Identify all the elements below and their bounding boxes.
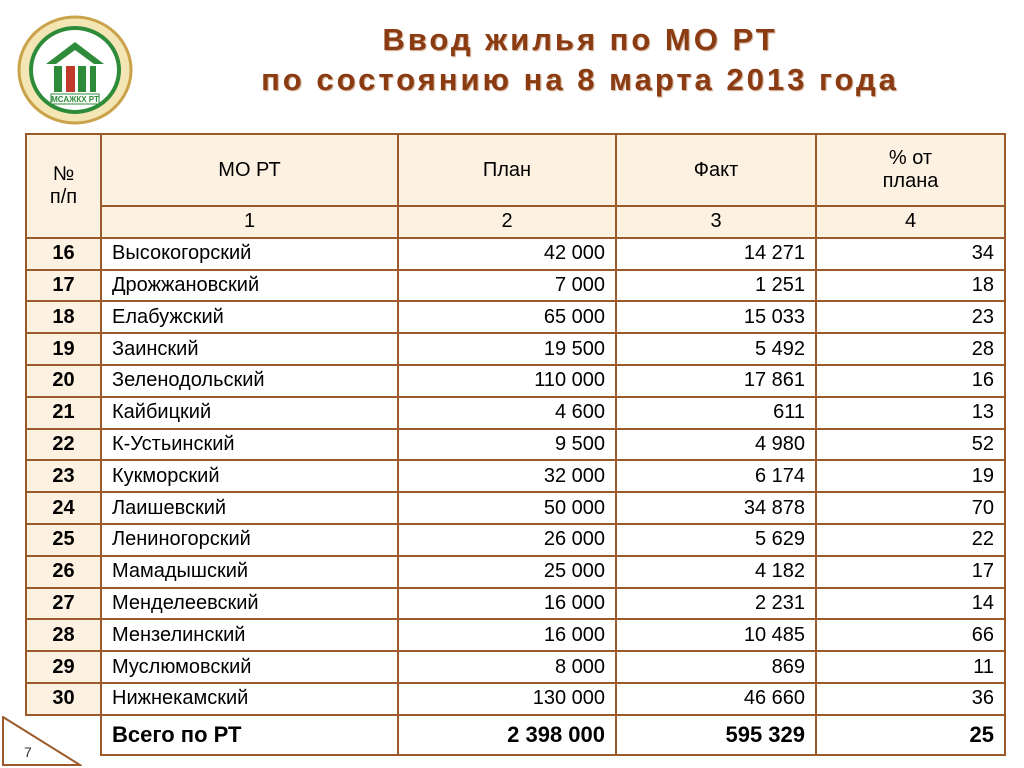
row-fact: 1 251 (616, 270, 816, 302)
row-name: Лаишевский (101, 492, 398, 524)
row-pct: 14 (816, 588, 1005, 620)
col-number: 2 (398, 206, 616, 238)
row-fact: 17 861 (616, 365, 816, 397)
row-pct: 70 (816, 492, 1005, 524)
table-row (26, 238, 1005, 270)
table-row (26, 556, 1005, 588)
col-header-pct: % от плана (816, 134, 1005, 206)
col-header-plan: План (398, 134, 616, 206)
row-plan: 25 000 (398, 556, 616, 588)
row-fact: 10 485 (616, 619, 816, 651)
row-fact: 5 492 (616, 333, 816, 365)
row-fact: 14 271 (616, 238, 816, 270)
row-fact: 6 174 (616, 460, 816, 492)
page-title (150, 20, 1010, 100)
row-plan: 8 000 (398, 651, 616, 683)
table-row (26, 683, 1005, 715)
table-row (26, 619, 1005, 651)
col-number: 3 (616, 206, 816, 238)
row-num: 28 (26, 619, 101, 651)
row-name: Высокогорский (101, 238, 398, 270)
row-pct: 52 (816, 429, 1005, 461)
row-fact: 5 629 (616, 524, 816, 556)
row-fact: 15 033 (616, 301, 816, 333)
col-header-fact: Факт (616, 134, 816, 206)
table-row (26, 301, 1005, 333)
row-name: Кайбицкий (101, 397, 398, 429)
row-num: 18 (26, 301, 101, 333)
row-pct: 66 (816, 619, 1005, 651)
row-name: Муслюмовский (101, 651, 398, 683)
row-name: Лениногорский (101, 524, 398, 556)
table-row (26, 460, 1005, 492)
row-pct: 16 (816, 365, 1005, 397)
table-row (26, 333, 1005, 365)
table-row (26, 365, 1005, 397)
row-pct: 22 (816, 524, 1005, 556)
page-corner-triangle (2, 716, 82, 766)
row-fact: 4 980 (616, 429, 816, 461)
row-name: Кукморский (101, 460, 398, 492)
page-number: 7 (24, 744, 32, 760)
row-name: Мамадышский (101, 556, 398, 588)
row-pct: 13 (816, 397, 1005, 429)
row-fact: 869 (616, 651, 816, 683)
row-name: К-Устьинский (101, 429, 398, 461)
row-plan: 26 000 (398, 524, 616, 556)
row-num: 20 (26, 365, 101, 397)
row-pct: 11 (816, 651, 1005, 683)
total-fact: 595 329 (616, 715, 816, 755)
row-plan: 50 000 (398, 492, 616, 524)
table-row (26, 270, 1005, 302)
total-plan: 2 398 000 (398, 715, 616, 755)
row-plan: 130 000 (398, 683, 616, 715)
row-plan: 19 500 (398, 333, 616, 365)
row-plan: 7 000 (398, 270, 616, 302)
row-num: 30 (26, 683, 101, 715)
row-num: 21 (26, 397, 101, 429)
row-pct: 36 (816, 683, 1005, 715)
table-row (26, 651, 1005, 683)
row-num: 26 (26, 556, 101, 588)
row-name: Зеленодольский (101, 365, 398, 397)
row-name: Елабужский (101, 301, 398, 333)
row-fact: 2 231 (616, 588, 816, 620)
row-name: Мензелинский (101, 619, 398, 651)
row-pct: 28 (816, 333, 1005, 365)
row-fact: 4 182 (616, 556, 816, 588)
row-plan: 9 500 (398, 429, 616, 461)
total-label: Всего по РТ (101, 715, 398, 755)
row-num: 19 (26, 333, 101, 365)
row-num: 17 (26, 270, 101, 302)
row-fact: 46 660 (616, 683, 816, 715)
table-row (26, 492, 1005, 524)
row-plan: 16 000 (398, 588, 616, 620)
table-row (26, 429, 1005, 461)
row-pct: 17 (816, 556, 1005, 588)
col-number: 4 (816, 206, 1005, 238)
row-num: 24 (26, 492, 101, 524)
row-plan: 4 600 (398, 397, 616, 429)
row-plan: 16 000 (398, 619, 616, 651)
row-pct: 18 (816, 270, 1005, 302)
row-fact: 34 878 (616, 492, 816, 524)
row-num: 23 (26, 460, 101, 492)
table-row (26, 524, 1005, 556)
row-plan: 32 000 (398, 460, 616, 492)
row-num: 27 (26, 588, 101, 620)
row-num: 29 (26, 651, 101, 683)
col-number: 1 (101, 206, 398, 238)
title-line-1: Ввод жилья по МО РТ (382, 22, 778, 57)
row-name: Менделеевский (101, 588, 398, 620)
total-row (26, 715, 1005, 755)
ministry-logo (16, 14, 134, 126)
row-plan: 110 000 (398, 365, 616, 397)
row-num: 16 (26, 238, 101, 270)
table-row (26, 588, 1005, 620)
title-line-2: по состоянию на 8 марта 2013 года (261, 62, 899, 97)
housing-table (25, 133, 1006, 756)
row-plan: 65 000 (398, 301, 616, 333)
table-row (26, 397, 1005, 429)
row-name: Заинский (101, 333, 398, 365)
logo-caption: МСАЖКХ РТ (51, 95, 99, 104)
row-fact: 611 (616, 397, 816, 429)
row-name: Дрожжановский (101, 270, 398, 302)
row-num: 25 (26, 524, 101, 556)
row-pct: 23 (816, 301, 1005, 333)
total-pct: 25 (816, 715, 1005, 755)
row-name: Нижнекамский (101, 683, 398, 715)
col-header-num: № п/п (26, 134, 101, 238)
col-header-name: МО РТ (101, 134, 398, 206)
row-pct: 34 (816, 238, 1005, 270)
row-pct: 19 (816, 460, 1005, 492)
row-num: 22 (26, 429, 101, 461)
row-plan: 42 000 (398, 238, 616, 270)
